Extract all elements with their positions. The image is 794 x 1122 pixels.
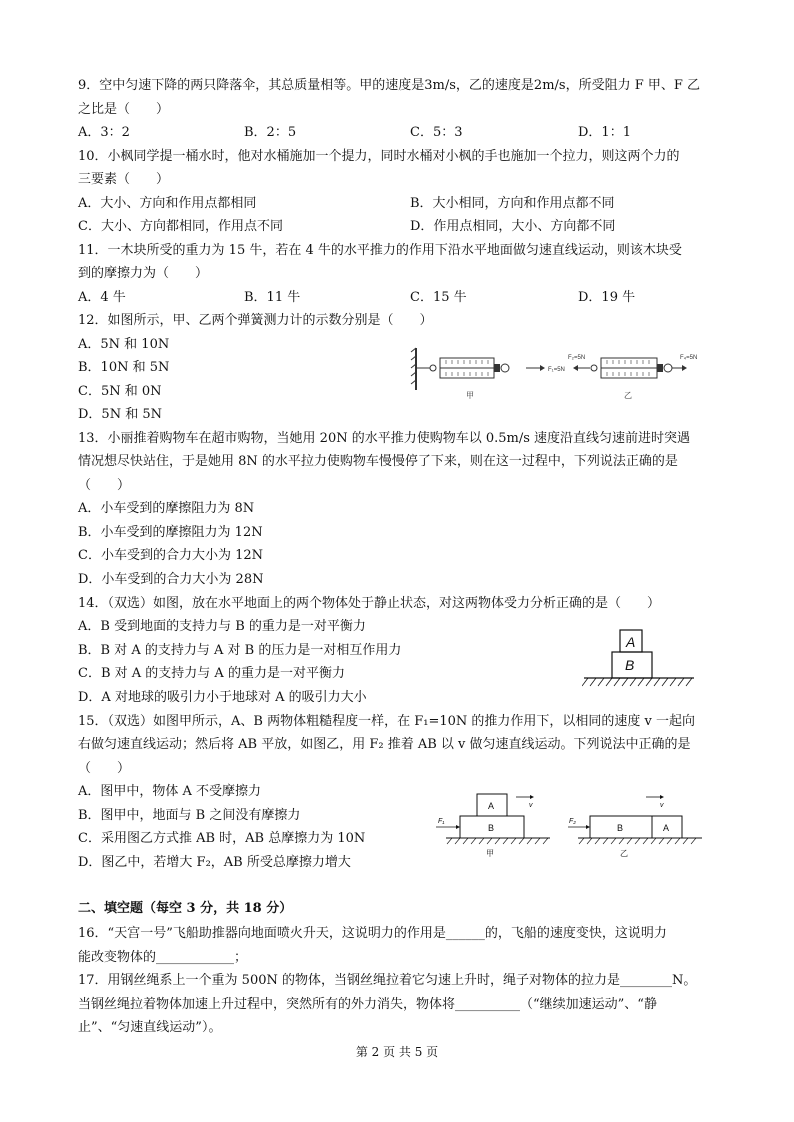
q11-option-b: B．11 牛 [244, 290, 301, 305]
q13-option-b: B．小车受到的摩擦阻力为 12N [78, 525, 263, 540]
yi-block-a-label: A [663, 823, 670, 833]
label-jia: 甲 [466, 391, 474, 400]
jia-block-b-label: B [488, 823, 495, 833]
label-yi: 乙 [624, 391, 632, 400]
q13-option-a: A．小车受到的摩擦阻力为 8N [78, 501, 255, 516]
ground-hatch [582, 678, 694, 686]
q10-stem-line2: 三要素（ ） [78, 172, 170, 187]
q13-option-c: C．小车受到的合力大小为 12N [78, 548, 263, 563]
yi-caption: 乙 [620, 849, 628, 858]
q17-stem-line3: 止”、“匀速直线运动”）。 [78, 1020, 222, 1035]
spring-scale-yi [568, 355, 697, 378]
q15-stem-line3: （ ） [78, 761, 131, 776]
block-a-label: A [626, 634, 636, 650]
q9-option-a: A．3：2 [78, 125, 130, 140]
q15-option-d: D．图乙中，若增大 F₂，AB 所受总摩擦力增大 [78, 855, 351, 870]
f1-label: F₁=5N [548, 367, 565, 373]
jia-block-a-label: A [488, 801, 495, 811]
q10-stem-line1: 10．小枫同学提一桶水时，他对水桶施加一个提力，同时水桶对小枫的手也施加一个拉力，则这两个力的 [78, 149, 680, 164]
yi-v-label: v [660, 802, 664, 809]
q15-option-a: A．图甲中，物体 A 不受摩擦力 [78, 784, 262, 799]
spring-scale-jia [416, 358, 509, 378]
q11-stem-line2: 到的摩擦力为（ ） [78, 266, 209, 281]
q14-option-a: A．B 受到地面的支持力与 B 的重力是一对平衡力 [78, 619, 366, 634]
q15-stem-line1: 15．（双选）如图甲所示，A、B 两物体粗糙程度一样，在 F₁=10N 的推力作用下，以相同的速度 v 一起向 [78, 714, 696, 729]
q13-option-d: D．小车受到的合力大小为 28N [78, 572, 264, 587]
figure-yi [568, 795, 702, 858]
q12-option-b: B．10N 和 5N [78, 360, 170, 375]
block-b-label: B [625, 657, 635, 673]
q9-stem-line2: 之比是（ ） [78, 102, 170, 117]
q15-option-c: C．采用图乙方式推 AB 时，AB 总摩擦力为 10N [78, 831, 366, 846]
q12-option-a: A．5N 和 10N [78, 337, 170, 352]
q11-option-c: C．15 牛 [410, 290, 467, 305]
q15-stem-line2: 右做匀速直线运动；然后将 AB 平放，如图乙，用 F₂ 推着 AB 以 v 做匀速直线运动。下列说法中正确的是 [78, 737, 691, 752]
wall-hatch [411, 348, 416, 390]
jia-caption: 甲 [486, 849, 494, 858]
f2-label: F₂=5N [568, 355, 586, 361]
q12-stem: 12．如图所示，甲、乙两个弹簧测力计的示数分别是（ ） [78, 313, 433, 328]
push-blocks-figure [432, 786, 712, 866]
q14-stem: 14．（双选）如图，放在水平地面上的两个物体处于静止状态，对这两物体受力分析正确的是（ ） [78, 596, 661, 611]
q13-stem-line2: 情况想尽快站住，于是她用 8N 的水平拉力使购物车慢慢停了下来，则在这一过程中，下列说法正确的是 [78, 454, 678, 469]
q9-option-d: D．1：1 [578, 125, 631, 140]
section-title-fill-in: 二、填空题（每空 3 分，共 18 分） [78, 901, 293, 916]
spring-scale-figure [408, 344, 708, 404]
q12-option-d: D．5N 和 5N [78, 407, 162, 422]
q14-option-c: C．B 对 A 的支持力与 A 的重力是一对平衡力 [78, 666, 345, 681]
q11-option-d: D．19 牛 [578, 290, 636, 305]
q10-option-d: D．作用点相同，大小、方向都不同 [410, 219, 616, 234]
jia-f1-label: F₁ [438, 818, 445, 825]
q11-stem-line1: 11．一木块所受的重力为 15 牛，若在 4 牛的水平推力的作用下沿水平地面做匀速直线运动，则该木块受 [78, 243, 682, 258]
q17-stem-line1: 17．用钢丝绳系上一个重为 500N 的物体，当钢丝绳拉着它匀速上升时，绳子对物体的拉力是________N。 [78, 973, 697, 988]
q10-option-b: B．大小相同，方向和作用点都不同 [410, 196, 615, 211]
q9-option-c: C．5：3 [410, 125, 463, 140]
f4-label: F₄=5N [680, 355, 698, 361]
q11-option-a: A．4 牛 [78, 290, 126, 305]
q13-stem-line1: 13．小丽推着购物车在超市购物，当她用 20N 的水平推力使购物车以 0.5m/s 速度沿直线匀速前进时突遇 [78, 431, 691, 446]
yi-block-b-label: B [617, 823, 624, 833]
jia-v-label: v [529, 802, 533, 809]
q16-stem-line1: 16．“天宫一号”飞船助推器向地面喷火升天，这说明力的作用是______的，飞船的速度变快，这说明力 [78, 926, 667, 941]
q10-option-c: C．大小、方向都相同，作用点不同 [78, 219, 283, 234]
stacked-blocks-figure [582, 626, 702, 690]
q14-option-b: B．B 对 A 的支持力与 A 对 B 的压力是一对相互作用力 [78, 643, 402, 658]
q17-stem-line2: 当钢丝绳拉着物体加速上升过程中，突然所有的外力消失，物体将__________（“继续加速运动”、“静 [78, 997, 657, 1012]
figure-jia [436, 794, 550, 858]
q16-stem-line2: 能改变物体的____________； [78, 950, 248, 965]
q15-option-b: B．图甲中，地面与 B 之间没有摩擦力 [78, 808, 301, 823]
q9-option-b: B．2：5 [244, 125, 297, 140]
force-arrow-f1 [526, 365, 565, 373]
page-footer: 第 2 页 共 5 页 [355, 1045, 439, 1059]
q12-option-c: C．5N 和 0N [78, 384, 162, 399]
q13-stem-line3: （ ） [78, 478, 131, 493]
q9-stem-line1: 9．空中匀速下降的两只降落伞，其总质量相等。甲的速度是3m/s，乙的速度是2m/s，所受阻力 F 甲、F 乙 [78, 78, 701, 93]
q10-option-a: A．大小、方向和作用点都相同 [78, 196, 257, 211]
yi-f2-label: F₂ [569, 818, 576, 825]
q14-option-d: D．A 对地球的吸引力小于地球对 A 的吸引力大小 [78, 690, 367, 705]
